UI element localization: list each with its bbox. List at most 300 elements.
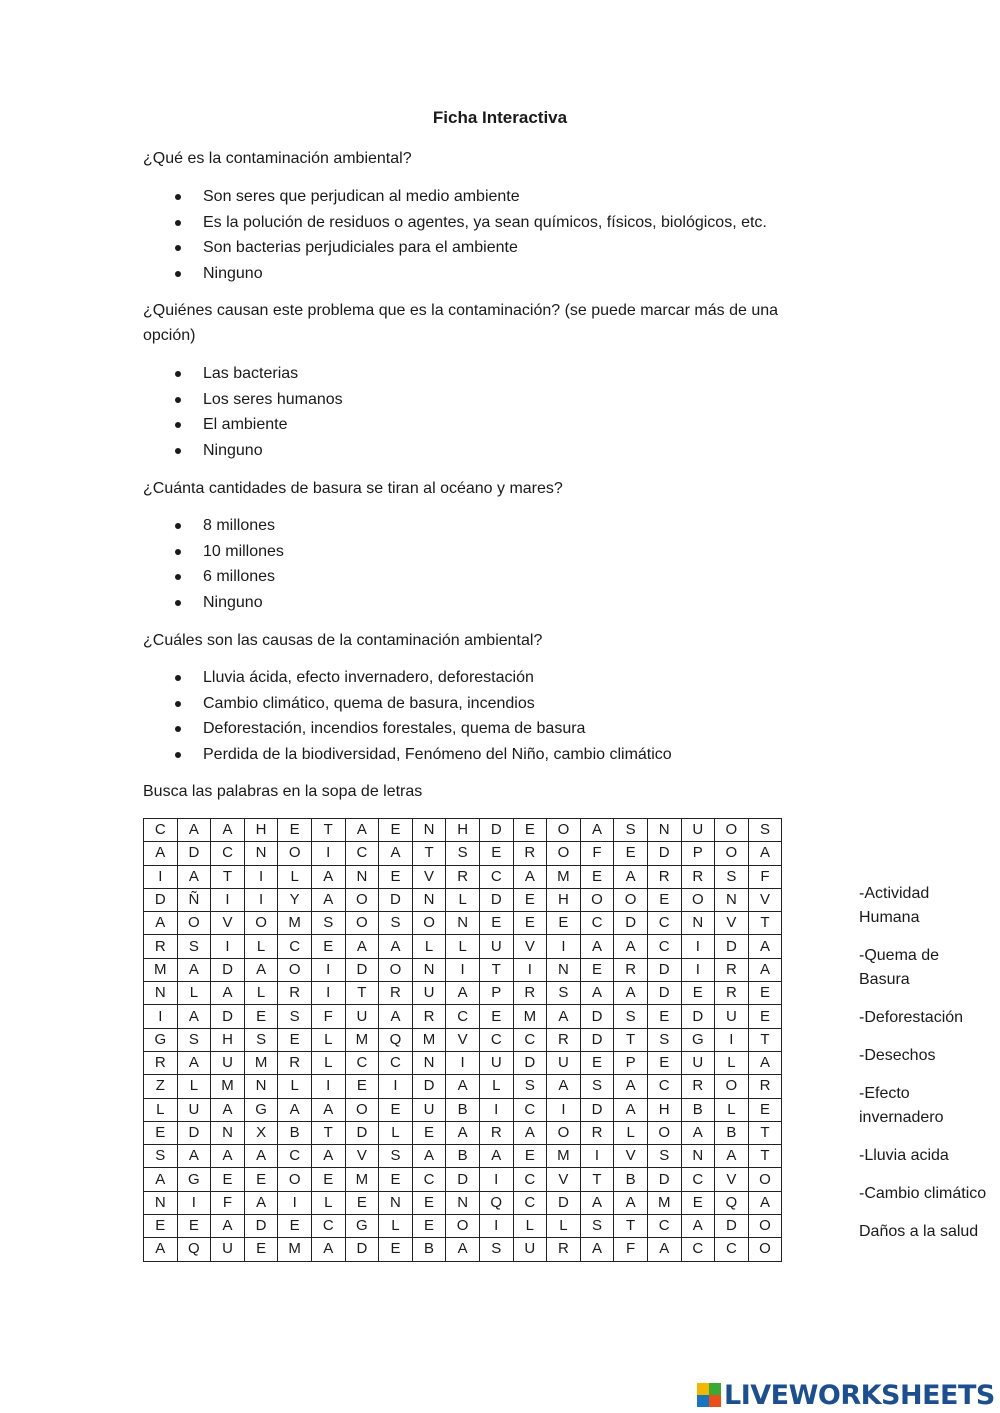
q2-option-4[interactable]: Ninguno bbox=[175, 438, 343, 464]
grid-cell[interactable]: A bbox=[144, 842, 178, 865]
grid-cell[interactable]: R bbox=[681, 1075, 715, 1098]
grid-cell[interactable]: N bbox=[412, 958, 446, 981]
grid-cell[interactable]: I bbox=[311, 982, 345, 1005]
grid-cell[interactable]: T bbox=[345, 982, 379, 1005]
grid-cell[interactable]: O bbox=[748, 1168, 782, 1191]
grid-cell[interactable]: E bbox=[748, 982, 782, 1005]
q1-option-4[interactable]: Ninguno bbox=[175, 261, 767, 287]
grid-cell[interactable]: E bbox=[580, 1051, 614, 1074]
grid-cell[interactable]: U bbox=[479, 1051, 513, 1074]
grid-cell[interactable]: U bbox=[715, 1005, 749, 1028]
grid-cell[interactable]: E bbox=[278, 819, 312, 842]
grid-cell[interactable]: I bbox=[211, 888, 245, 911]
grid-cell[interactable]: E bbox=[647, 1051, 681, 1074]
grid-cell[interactable]: U bbox=[681, 1051, 715, 1074]
grid-cell[interactable]: L bbox=[547, 1215, 581, 1238]
grid-cell[interactable]: A bbox=[144, 912, 178, 935]
grid-cell[interactable]: V bbox=[614, 1145, 648, 1168]
grid-cell[interactable]: S bbox=[177, 1028, 211, 1051]
grid-cell[interactable]: C bbox=[379, 1051, 413, 1074]
grid-cell[interactable]: N bbox=[144, 1191, 178, 1214]
grid-cell[interactable]: A bbox=[446, 982, 480, 1005]
grid-cell[interactable]: E bbox=[345, 1075, 379, 1098]
grid-cell[interactable]: F bbox=[580, 842, 614, 865]
grid-cell[interactable]: G bbox=[144, 1028, 178, 1051]
grid-cell[interactable]: L bbox=[311, 1191, 345, 1214]
grid-cell[interactable]: F bbox=[311, 1005, 345, 1028]
grid-cell[interactable]: A bbox=[580, 982, 614, 1005]
grid-cell[interactable]: I bbox=[715, 1028, 749, 1051]
grid-cell[interactable]: V bbox=[547, 1168, 581, 1191]
grid-cell[interactable]: S bbox=[177, 935, 211, 958]
grid-cell[interactable]: D bbox=[513, 1051, 547, 1074]
grid-cell[interactable]: E bbox=[379, 819, 413, 842]
grid-cell[interactable]: A bbox=[681, 1121, 715, 1144]
grid-cell[interactable]: E bbox=[211, 1168, 245, 1191]
grid-cell[interactable]: M bbox=[547, 865, 581, 888]
grid-cell[interactable]: V bbox=[715, 1168, 749, 1191]
grid-cell[interactable]: C bbox=[479, 1028, 513, 1051]
grid-cell[interactable]: I bbox=[479, 1215, 513, 1238]
grid-cell[interactable]: T bbox=[580, 1168, 614, 1191]
grid-cell[interactable]: L bbox=[311, 1051, 345, 1074]
grid-cell[interactable]: L bbox=[379, 1121, 413, 1144]
q1-option-1[interactable]: Son seres que perjudican al medio ambiente bbox=[175, 184, 767, 210]
grid-cell[interactable]: D bbox=[345, 958, 379, 981]
grid-cell[interactable]: A bbox=[513, 865, 547, 888]
grid-cell[interactable]: A bbox=[177, 1005, 211, 1028]
grid-cell[interactable]: O bbox=[412, 912, 446, 935]
grid-cell[interactable]: C bbox=[278, 1145, 312, 1168]
q4-option-4[interactable]: Perdida de la biodiversidad, Fenómeno del Niño, cambio climático bbox=[175, 742, 672, 768]
grid-cell[interactable]: O bbox=[547, 842, 581, 865]
grid-cell[interactable]: D bbox=[412, 1075, 446, 1098]
grid-cell[interactable]: U bbox=[513, 1238, 547, 1261]
grid-cell[interactable]: M bbox=[244, 1051, 278, 1074]
grid-cell[interactable]: U bbox=[412, 1098, 446, 1121]
grid-cell[interactable]: T bbox=[748, 1145, 782, 1168]
grid-cell[interactable]: R bbox=[412, 1005, 446, 1028]
grid-cell[interactable]: M bbox=[345, 1028, 379, 1051]
grid-cell[interactable]: S bbox=[580, 1075, 614, 1098]
grid-cell[interactable]: O bbox=[715, 819, 749, 842]
grid-cell[interactable]: E bbox=[379, 1098, 413, 1121]
grid-cell[interactable]: E bbox=[379, 1238, 413, 1261]
grid-cell[interactable]: A bbox=[547, 1005, 581, 1028]
grid-cell[interactable]: N bbox=[547, 958, 581, 981]
q1-option-3[interactable]: Son bacterias perjudiciales para el ambiente bbox=[175, 235, 767, 261]
grid-cell[interactable]: E bbox=[580, 865, 614, 888]
grid-cell[interactable]: O bbox=[345, 888, 379, 911]
grid-cell[interactable]: R bbox=[513, 842, 547, 865]
grid-cell[interactable]: I bbox=[244, 888, 278, 911]
grid-cell[interactable]: A bbox=[278, 1098, 312, 1121]
grid-cell[interactable]: A bbox=[211, 1145, 245, 1168]
grid-cell[interactable]: A bbox=[580, 1238, 614, 1261]
grid-cell[interactable]: L bbox=[177, 982, 211, 1005]
grid-cell[interactable]: O bbox=[278, 1168, 312, 1191]
grid-cell[interactable]: Z bbox=[144, 1075, 178, 1098]
grid-cell[interactable]: Q bbox=[379, 1028, 413, 1051]
grid-cell[interactable]: B bbox=[278, 1121, 312, 1144]
grid-cell[interactable]: A bbox=[379, 842, 413, 865]
grid-cell[interactable]: C bbox=[278, 935, 312, 958]
grid-cell[interactable]: E bbox=[681, 1191, 715, 1214]
grid-cell[interactable]: I bbox=[681, 958, 715, 981]
grid-cell[interactable]: C bbox=[513, 1191, 547, 1214]
grid-cell[interactable]: T bbox=[412, 842, 446, 865]
grid-cell[interactable]: N bbox=[647, 819, 681, 842]
grid-cell[interactable]: T bbox=[614, 1028, 648, 1051]
q3-option-1[interactable]: 8 millones bbox=[175, 513, 284, 539]
grid-cell[interactable]: A bbox=[580, 935, 614, 958]
grid-cell[interactable]: C bbox=[647, 1075, 681, 1098]
grid-cell[interactable]: E bbox=[244, 1168, 278, 1191]
grid-cell[interactable]: A bbox=[311, 1145, 345, 1168]
grid-cell[interactable]: A bbox=[748, 935, 782, 958]
grid-cell[interactable]: C bbox=[345, 842, 379, 865]
grid-cell[interactable]: N bbox=[412, 888, 446, 911]
grid-cell[interactable]: T bbox=[748, 912, 782, 935]
grid-cell[interactable]: L bbox=[513, 1215, 547, 1238]
grid-cell[interactable]: P bbox=[681, 842, 715, 865]
grid-cell[interactable]: S bbox=[513, 1075, 547, 1098]
grid-cell[interactable]: O bbox=[345, 1098, 379, 1121]
grid-cell[interactable]: V bbox=[345, 1145, 379, 1168]
grid-cell[interactable]: H bbox=[647, 1098, 681, 1121]
grid-cell[interactable]: Ñ bbox=[177, 888, 211, 911]
grid-cell[interactable]: A bbox=[748, 958, 782, 981]
grid-cell[interactable]: V bbox=[412, 865, 446, 888]
grid-cell[interactable]: I bbox=[513, 958, 547, 981]
grid-cell[interactable]: C bbox=[345, 1051, 379, 1074]
grid-cell[interactable]: I bbox=[311, 1075, 345, 1098]
grid-cell[interactable]: T bbox=[748, 1028, 782, 1051]
grid-cell[interactable]: U bbox=[211, 1238, 245, 1261]
grid-cell[interactable]: O bbox=[748, 1215, 782, 1238]
grid-cell[interactable]: N bbox=[412, 1051, 446, 1074]
grid-cell[interactable]: L bbox=[244, 982, 278, 1005]
grid-cell[interactable]: C bbox=[513, 1028, 547, 1051]
grid-cell[interactable]: D bbox=[479, 888, 513, 911]
grid-cell[interactable]: D bbox=[211, 1005, 245, 1028]
grid-cell[interactable]: S bbox=[614, 819, 648, 842]
grid-cell[interactable]: A bbox=[412, 1145, 446, 1168]
grid-cell[interactable]: R bbox=[647, 865, 681, 888]
grid-cell[interactable]: T bbox=[614, 1215, 648, 1238]
grid-cell[interactable]: R bbox=[379, 982, 413, 1005]
q4-option-1[interactable]: Lluvia ácida, efecto invernadero, deforestación bbox=[175, 665, 672, 691]
grid-cell[interactable]: N bbox=[446, 912, 480, 935]
grid-cell[interactable]: L bbox=[479, 1075, 513, 1098]
grid-cell[interactable]: S bbox=[144, 1145, 178, 1168]
grid-cell[interactable]: A bbox=[211, 1215, 245, 1238]
grid-cell[interactable]: S bbox=[748, 819, 782, 842]
grid-cell[interactable]: O bbox=[446, 1215, 480, 1238]
grid-cell[interactable]: A bbox=[748, 1191, 782, 1214]
grid-cell[interactable]: N bbox=[681, 912, 715, 935]
grid-cell[interactable]: M bbox=[513, 1005, 547, 1028]
grid-cell[interactable]: S bbox=[547, 982, 581, 1005]
grid-cell[interactable]: I bbox=[547, 935, 581, 958]
grid-cell[interactable]: R bbox=[715, 982, 749, 1005]
grid-cell[interactable]: M bbox=[412, 1028, 446, 1051]
grid-cell[interactable]: S bbox=[647, 1028, 681, 1051]
grid-cell[interactable]: L bbox=[715, 1098, 749, 1121]
grid-cell[interactable]: A bbox=[345, 935, 379, 958]
grid-cell[interactable]: U bbox=[211, 1051, 245, 1074]
grid-cell[interactable]: S bbox=[244, 1028, 278, 1051]
grid-cell[interactable]: D bbox=[479, 819, 513, 842]
grid-cell[interactable]: O bbox=[278, 958, 312, 981]
grid-cell[interactable]: O bbox=[647, 1121, 681, 1144]
grid-cell[interactable]: E bbox=[513, 912, 547, 935]
grid-cell[interactable]: D bbox=[580, 1098, 614, 1121]
grid-cell[interactable]: D bbox=[379, 888, 413, 911]
grid-cell[interactable]: U bbox=[547, 1051, 581, 1074]
grid-cell[interactable]: Q bbox=[479, 1191, 513, 1214]
grid-cell[interactable]: E bbox=[177, 1215, 211, 1238]
grid-cell[interactable]: E bbox=[311, 935, 345, 958]
grid-cell[interactable]: T bbox=[479, 958, 513, 981]
grid-cell[interactable]: R bbox=[144, 1051, 178, 1074]
grid-cell[interactable]: N bbox=[211, 1121, 245, 1144]
grid-cell[interactable]: I bbox=[446, 1051, 480, 1074]
grid-cell[interactable]: V bbox=[748, 888, 782, 911]
grid-cell[interactable]: C bbox=[311, 1215, 345, 1238]
grid-cell[interactable]: C bbox=[681, 1168, 715, 1191]
grid-cell[interactable]: A bbox=[177, 1051, 211, 1074]
grid-cell[interactable]: I bbox=[211, 935, 245, 958]
grid-cell[interactable]: H bbox=[547, 888, 581, 911]
grid-cell[interactable]: U bbox=[681, 819, 715, 842]
grid-cell[interactable]: D bbox=[580, 1005, 614, 1028]
grid-cell[interactable]: A bbox=[379, 1005, 413, 1028]
grid-cell[interactable]: C bbox=[647, 912, 681, 935]
grid-cell[interactable]: E bbox=[547, 912, 581, 935]
grid-cell[interactable]: A bbox=[244, 958, 278, 981]
grid-cell[interactable]: E bbox=[647, 888, 681, 911]
grid-cell[interactable]: O bbox=[715, 842, 749, 865]
grid-cell[interactable]: O bbox=[177, 912, 211, 935]
grid-cell[interactable]: E bbox=[244, 1005, 278, 1028]
grid-cell[interactable]: I bbox=[547, 1098, 581, 1121]
grid-cell[interactable]: E bbox=[614, 842, 648, 865]
grid-cell[interactable]: N bbox=[379, 1191, 413, 1214]
grid-cell[interactable]: A bbox=[211, 819, 245, 842]
grid-cell[interactable]: L bbox=[144, 1098, 178, 1121]
grid-cell[interactable]: E bbox=[412, 1191, 446, 1214]
grid-cell[interactable]: D bbox=[446, 1168, 480, 1191]
grid-cell[interactable]: A bbox=[144, 1238, 178, 1261]
grid-cell[interactable]: S bbox=[446, 842, 480, 865]
grid-cell[interactable]: O bbox=[748, 1238, 782, 1261]
grid-cell[interactable]: E bbox=[412, 1215, 446, 1238]
grid-cell[interactable]: M bbox=[345, 1168, 379, 1191]
grid-cell[interactable]: A bbox=[177, 1145, 211, 1168]
grid-cell[interactable]: E bbox=[748, 1098, 782, 1121]
grid-cell[interactable]: S bbox=[379, 1145, 413, 1168]
grid-cell[interactable]: L bbox=[446, 935, 480, 958]
grid-cell[interactable]: E bbox=[144, 1121, 178, 1144]
grid-cell[interactable]: O bbox=[715, 1075, 749, 1098]
grid-cell[interactable]: O bbox=[547, 819, 581, 842]
grid-cell[interactable]: C bbox=[681, 1238, 715, 1261]
wordsearch-grid[interactable] bbox=[143, 818, 782, 1262]
grid-cell[interactable]: M bbox=[211, 1075, 245, 1098]
grid-cell[interactable]: D bbox=[177, 842, 211, 865]
grid-cell[interactable]: D bbox=[144, 888, 178, 911]
grid-cell[interactable]: I bbox=[681, 935, 715, 958]
grid-cell[interactable]: E bbox=[379, 865, 413, 888]
q2-option-1[interactable]: Las bacterias bbox=[175, 361, 343, 387]
grid-cell[interactable]: M bbox=[278, 912, 312, 935]
grid-cell[interactable]: O bbox=[244, 912, 278, 935]
grid-cell[interactable]: T bbox=[311, 1121, 345, 1144]
grid-cell[interactable]: T bbox=[211, 865, 245, 888]
grid-cell[interactable]: E bbox=[345, 1191, 379, 1214]
grid-cell[interactable]: E bbox=[311, 1168, 345, 1191]
grid-cell[interactable]: E bbox=[278, 1215, 312, 1238]
grid-cell[interactable]: A bbox=[614, 1098, 648, 1121]
grid-cell[interactable]: I bbox=[144, 1005, 178, 1028]
grid-cell[interactable]: C bbox=[211, 842, 245, 865]
grid-cell[interactable]: C bbox=[513, 1098, 547, 1121]
grid-cell[interactable]: L bbox=[278, 865, 312, 888]
grid-cell[interactable]: A bbox=[311, 888, 345, 911]
grid-cell[interactable]: D bbox=[647, 958, 681, 981]
grid-cell[interactable]: F bbox=[614, 1238, 648, 1261]
grid-cell[interactable]: A bbox=[614, 1191, 648, 1214]
grid-cell[interactable]: E bbox=[144, 1215, 178, 1238]
grid-cell[interactable]: M bbox=[647, 1191, 681, 1214]
grid-cell[interactable]: G bbox=[177, 1168, 211, 1191]
q4-option-2[interactable]: Cambio climático, quema de basura, incendios bbox=[175, 691, 672, 717]
grid-cell[interactable]: N bbox=[345, 865, 379, 888]
grid-cell[interactable]: N bbox=[446, 1191, 480, 1214]
grid-cell[interactable]: E bbox=[647, 1005, 681, 1028]
grid-cell[interactable]: V bbox=[446, 1028, 480, 1051]
grid-cell[interactable]: N bbox=[244, 842, 278, 865]
grid-cell[interactable]: R bbox=[547, 1238, 581, 1261]
grid-cell[interactable]: A bbox=[614, 982, 648, 1005]
grid-cell[interactable]: D bbox=[547, 1191, 581, 1214]
grid-cell[interactable]: O bbox=[547, 1121, 581, 1144]
grid-cell[interactable]: L bbox=[715, 1051, 749, 1074]
grid-cell[interactable]: R bbox=[144, 935, 178, 958]
grid-cell[interactable]: I bbox=[144, 865, 178, 888]
grid-cell[interactable]: O bbox=[614, 888, 648, 911]
grid-cell[interactable]: A bbox=[311, 1098, 345, 1121]
grid-cell[interactable]: A bbox=[580, 819, 614, 842]
grid-cell[interactable]: S bbox=[379, 912, 413, 935]
grid-cell[interactable]: R bbox=[547, 1028, 581, 1051]
grid-cell[interactable]: L bbox=[379, 1215, 413, 1238]
grid-cell[interactable]: C bbox=[715, 1238, 749, 1261]
grid-cell[interactable]: A bbox=[345, 819, 379, 842]
grid-cell[interactable]: R bbox=[681, 865, 715, 888]
grid-cell[interactable]: F bbox=[748, 865, 782, 888]
grid-cell[interactable]: F bbox=[211, 1191, 245, 1214]
grid-cell[interactable]: E bbox=[244, 1238, 278, 1261]
grid-cell[interactable]: V bbox=[715, 912, 749, 935]
grid-cell[interactable]: C bbox=[580, 912, 614, 935]
q2-option-3[interactable]: El ambiente bbox=[175, 412, 343, 438]
grid-cell[interactable]: N bbox=[412, 819, 446, 842]
grid-cell[interactable]: V bbox=[513, 935, 547, 958]
grid-cell[interactable]: D bbox=[715, 1215, 749, 1238]
grid-cell[interactable]: H bbox=[244, 819, 278, 842]
grid-cell[interactable]: C bbox=[647, 935, 681, 958]
grid-cell[interactable]: L bbox=[412, 935, 446, 958]
grid-cell[interactable]: D bbox=[580, 1028, 614, 1051]
grid-cell[interactable]: T bbox=[748, 1121, 782, 1144]
grid-cell[interactable]: G bbox=[244, 1098, 278, 1121]
grid-cell[interactable]: O bbox=[278, 842, 312, 865]
grid-cell[interactable]: R bbox=[278, 982, 312, 1005]
q3-option-4[interactable]: Ninguno bbox=[175, 590, 284, 616]
grid-cell[interactable]: I bbox=[278, 1191, 312, 1214]
grid-cell[interactable]: B bbox=[412, 1238, 446, 1261]
grid-cell[interactable]: R bbox=[748, 1075, 782, 1098]
grid-cell[interactable]: B bbox=[446, 1145, 480, 1168]
grid-cell[interactable]: D bbox=[244, 1215, 278, 1238]
grid-cell[interactable]: I bbox=[479, 1098, 513, 1121]
grid-cell[interactable]: A bbox=[211, 982, 245, 1005]
grid-cell[interactable]: R bbox=[479, 1121, 513, 1144]
grid-cell[interactable]: G bbox=[345, 1215, 379, 1238]
grid-cell[interactable]: A bbox=[580, 1191, 614, 1214]
q3-option-2[interactable]: 10 millones bbox=[175, 539, 284, 565]
grid-cell[interactable]: R bbox=[580, 1121, 614, 1144]
grid-cell[interactable]: G bbox=[681, 1028, 715, 1051]
grid-cell[interactable]: E bbox=[681, 982, 715, 1005]
grid-cell[interactable]: S bbox=[580, 1215, 614, 1238]
grid-cell[interactable]: I bbox=[479, 1168, 513, 1191]
grid-cell[interactable]: L bbox=[446, 888, 480, 911]
grid-cell[interactable]: C bbox=[647, 1215, 681, 1238]
grid-cell[interactable]: C bbox=[144, 819, 178, 842]
grid-cell[interactable]: N bbox=[681, 1145, 715, 1168]
grid-cell[interactable]: D bbox=[211, 958, 245, 981]
grid-cell[interactable]: M bbox=[278, 1238, 312, 1261]
grid-cell[interactable]: C bbox=[412, 1168, 446, 1191]
grid-cell[interactable]: L bbox=[177, 1075, 211, 1098]
grid-cell[interactable]: H bbox=[211, 1028, 245, 1051]
grid-cell[interactable]: A bbox=[614, 935, 648, 958]
grid-cell[interactable]: E bbox=[513, 888, 547, 911]
grid-cell[interactable]: P bbox=[614, 1051, 648, 1074]
grid-cell[interactable]: R bbox=[513, 982, 547, 1005]
grid-cell[interactable]: A bbox=[244, 1145, 278, 1168]
grid-cell[interactable]: S bbox=[311, 912, 345, 935]
grid-cell[interactable]: S bbox=[614, 1005, 648, 1028]
grid-cell[interactable]: A bbox=[479, 1145, 513, 1168]
grid-cell[interactable]: D bbox=[177, 1121, 211, 1144]
grid-cell[interactable]: A bbox=[681, 1215, 715, 1238]
grid-cell[interactable]: A bbox=[513, 1121, 547, 1144]
grid-cell[interactable]: M bbox=[547, 1145, 581, 1168]
grid-cell[interactable]: Q bbox=[715, 1191, 749, 1214]
grid-cell[interactable]: U bbox=[177, 1098, 211, 1121]
grid-cell[interactable]: A bbox=[614, 865, 648, 888]
grid-cell[interactable]: E bbox=[479, 842, 513, 865]
grid-cell[interactable]: I bbox=[580, 1145, 614, 1168]
grid-cell[interactable]: A bbox=[311, 865, 345, 888]
grid-cell[interactable]: A bbox=[177, 819, 211, 842]
grid-cell[interactable]: D bbox=[647, 1168, 681, 1191]
grid-cell[interactable]: N bbox=[715, 888, 749, 911]
